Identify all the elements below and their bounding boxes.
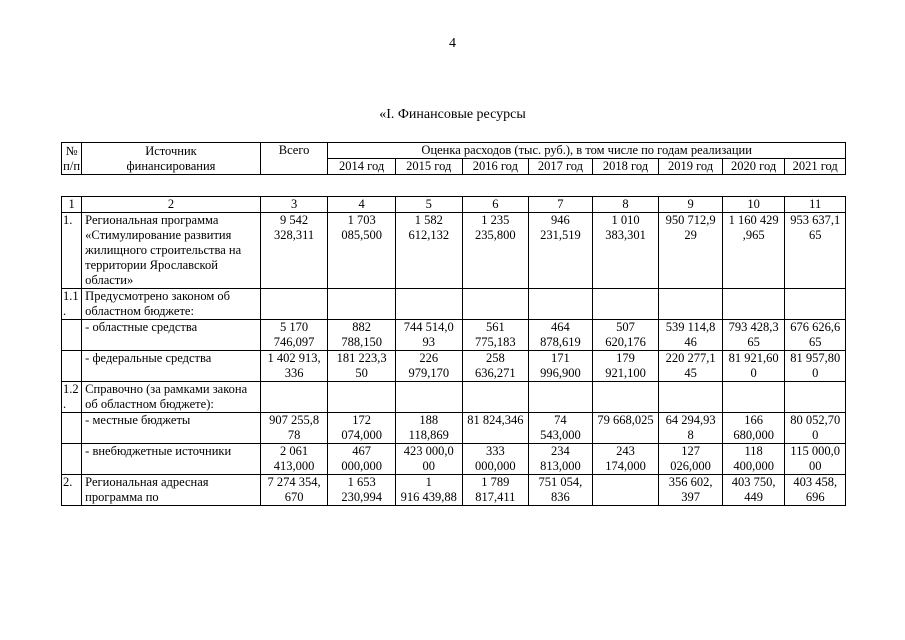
value-cell xyxy=(722,289,785,320)
value-cell xyxy=(592,475,659,506)
table-row xyxy=(62,382,846,413)
row-number xyxy=(62,351,82,382)
header-year: 2020 год xyxy=(722,159,785,175)
table-row xyxy=(62,213,846,289)
value-cell: 467 000,000 xyxy=(328,444,396,475)
header-total: Всего xyxy=(260,143,328,175)
column-number: 6 xyxy=(462,197,529,213)
value-cell: 181 223,3 50 xyxy=(328,351,396,382)
column-number: 7 xyxy=(529,197,593,213)
value-cell: 1 235 235,800 xyxy=(462,213,529,289)
row-number: 1.1 . xyxy=(62,289,82,320)
value-cell: 751 054, 836 xyxy=(529,475,593,506)
row-label: - местные бюджеты xyxy=(82,413,261,444)
value-cell xyxy=(785,382,846,413)
column-number: 3 xyxy=(260,197,328,213)
value-cell: 561 775,183 xyxy=(462,320,529,351)
value-cell: 1 703 085,500 xyxy=(328,213,396,289)
value-cell: 234 813,000 xyxy=(529,444,593,475)
value-cell: 1 160 429 ,965 xyxy=(722,213,785,289)
value-cell: 81 957,80 0 xyxy=(785,351,846,382)
value-cell: 1 582 612,132 xyxy=(395,213,462,289)
row-number: 1. xyxy=(62,213,82,289)
value-cell: 220 277,1 45 xyxy=(659,351,723,382)
value-cell: 1 010 383,301 xyxy=(592,213,659,289)
value-cell xyxy=(592,289,659,320)
column-number: 9 xyxy=(659,197,723,213)
header-table xyxy=(61,142,846,175)
column-number: 1 xyxy=(62,197,82,213)
table-row xyxy=(62,444,846,475)
value-cell: 9 542 328,311 xyxy=(260,213,328,289)
header-year: 2018 год xyxy=(592,159,659,175)
value-cell: 188 118,869 xyxy=(395,413,462,444)
value-cell: 166 680,000 xyxy=(722,413,785,444)
header-estimate: Оценка расходов (тыс. руб.), в том числе по годам реализации xyxy=(328,143,846,159)
row-number xyxy=(62,413,82,444)
value-cell xyxy=(592,382,659,413)
value-cell: 115 000,0 00 xyxy=(785,444,846,475)
value-cell: 81 824,346 xyxy=(462,413,529,444)
value-cell: 953 637,1 65 xyxy=(785,213,846,289)
value-cell xyxy=(395,289,462,320)
value-cell xyxy=(785,289,846,320)
column-number: 8 xyxy=(592,197,659,213)
value-cell xyxy=(328,289,396,320)
page-number: 4 xyxy=(449,36,456,51)
table-row xyxy=(62,320,846,351)
value-cell: 7 274 354, 670 xyxy=(260,475,328,506)
value-cell xyxy=(395,382,462,413)
value-cell: 80 052,70 0 xyxy=(785,413,846,444)
value-cell: 333 000,000 xyxy=(462,444,529,475)
value-cell: 258 636,271 xyxy=(462,351,529,382)
value-cell xyxy=(722,382,785,413)
value-cell: 64 294,93 8 xyxy=(659,413,723,444)
value-cell: 356 602, 397 xyxy=(659,475,723,506)
column-number: 11 xyxy=(785,197,846,213)
header-source: Источник финансирования xyxy=(82,143,261,175)
value-cell: 403 750, 449 xyxy=(722,475,785,506)
value-cell: 507 620,176 xyxy=(592,320,659,351)
value-cell: 882 788,150 xyxy=(328,320,396,351)
value-cell xyxy=(462,382,529,413)
value-cell: 539 114,8 46 xyxy=(659,320,723,351)
value-cell: 127 026,000 xyxy=(659,444,723,475)
header-year: 2017 год xyxy=(529,159,593,175)
header-year: 2021 год xyxy=(785,159,846,175)
table-row xyxy=(62,351,846,382)
value-cell: 1 789 817,411 xyxy=(462,475,529,506)
value-cell xyxy=(659,289,723,320)
value-cell xyxy=(659,382,723,413)
value-cell xyxy=(260,289,328,320)
value-cell: 907 255,8 78 xyxy=(260,413,328,444)
value-cell: 226 979,170 xyxy=(395,351,462,382)
column-number: 10 xyxy=(722,197,785,213)
row-label: Предусмотрено законом об областном бюджете: xyxy=(82,289,261,320)
value-cell: 79 668,025 xyxy=(592,413,659,444)
table-row xyxy=(62,475,846,506)
row-number xyxy=(62,444,82,475)
header-year: 2015 год xyxy=(395,159,462,175)
value-cell: 118 400,000 xyxy=(722,444,785,475)
row-label: - областные средства xyxy=(82,320,261,351)
value-cell: 676 626,6 65 xyxy=(785,320,846,351)
value-cell: 423 000,0 00 xyxy=(395,444,462,475)
value-cell: 179 921,100 xyxy=(592,351,659,382)
table-row xyxy=(62,413,846,444)
value-cell: 793 428,3 65 xyxy=(722,320,785,351)
value-cell xyxy=(260,382,328,413)
value-cell: 1 402 913, 336 xyxy=(260,351,328,382)
header-year: 2016 год xyxy=(462,159,529,175)
value-cell: 403 458, 696 xyxy=(785,475,846,506)
row-number: 2. xyxy=(62,475,82,506)
column-number: 4 xyxy=(328,197,396,213)
value-cell: 946 231,519 xyxy=(529,213,593,289)
section-title: «I. Финансовые ресурсы xyxy=(379,107,526,122)
value-cell: 5 170 746,097 xyxy=(260,320,328,351)
row-label: - федеральные средства xyxy=(82,351,261,382)
value-cell xyxy=(529,289,593,320)
financial-table xyxy=(61,196,846,506)
value-cell: 74 543,000 xyxy=(529,413,593,444)
value-cell: 1 653 230,994 xyxy=(328,475,396,506)
value-cell: 950 712,9 29 xyxy=(659,213,723,289)
value-cell xyxy=(529,382,593,413)
value-cell: 464 878,619 xyxy=(529,320,593,351)
header-year: 2014 год xyxy=(328,159,396,175)
row-label: Региональная программа «Стимулирование развития жилищного строительства на территории Ярославской области» xyxy=(82,213,261,289)
value-cell: 744 514,0 93 xyxy=(395,320,462,351)
row-number: 1.2 . xyxy=(62,382,82,413)
row-label: - внебюджетные источники xyxy=(82,444,261,475)
row-label: Справочно (за рамками закона об областном бюджете): xyxy=(82,382,261,413)
value-cell: 81 921,60 0 xyxy=(722,351,785,382)
table-row xyxy=(62,289,846,320)
column-number: 5 xyxy=(395,197,462,213)
value-cell: 243 174,000 xyxy=(592,444,659,475)
value-cell: 1 916 439,88 xyxy=(395,475,462,506)
value-cell: 172 074,000 xyxy=(328,413,396,444)
value-cell: 171 996,900 xyxy=(529,351,593,382)
value-cell xyxy=(462,289,529,320)
header-num: № п/п xyxy=(63,143,81,173)
row-number xyxy=(62,320,82,351)
column-number: 2 xyxy=(82,197,261,213)
row-label: Региональная адресная программа по xyxy=(82,475,261,506)
value-cell xyxy=(328,382,396,413)
header-year: 2019 год xyxy=(659,159,723,175)
value-cell: 2 061 413,000 xyxy=(260,444,328,475)
